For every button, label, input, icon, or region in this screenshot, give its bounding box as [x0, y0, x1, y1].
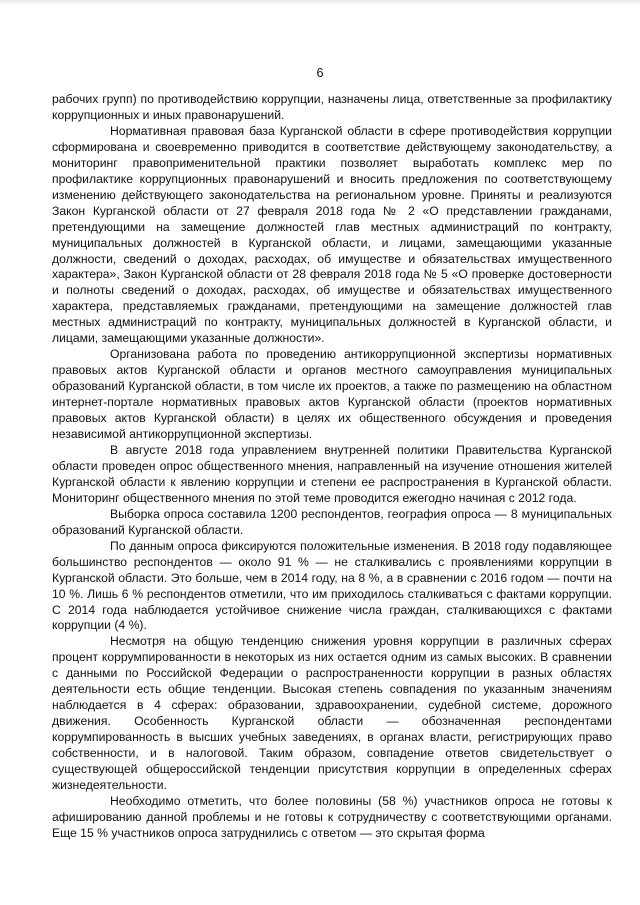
- paragraph-8: Необходимо отметить, что более половины (58 %) участников опроса не готовы к афишированию данной проблемы и не готовы к сотрудничеству с соответствующими органами. Еще 15 % участников опроса затруднились с ответом — это скрытая форма: [52, 793, 612, 840]
- paragraph-6: По данным опроса фиксируются положительные изменения. В 2018 году подавляющее большинство респондентов — около 91 % — не сталкивались с проявлениями коррупции в Курганской области. Это больше, чем в 2014 году, на 8 %, а в сравнении с 2016 годом — почти на 10 %. Лишь 6 % респондентов отметили, что им приходилось сталкиваться с фактами коррупции. С 2014 года наблюдается устойчивое снижение числа граждан, сталкивающихся с фактами коррупции (4 %).: [52, 538, 612, 633]
- scan-edge: [0, 0, 640, 6]
- page-number: 6: [316, 66, 324, 80]
- paragraph-5: Выборка опроса составила 1200 респондентов, география опроса — 8 муниципальных образований Курганской области.: [52, 506, 612, 537]
- paragraph-3: Организована работа по проведению антикоррупционной экспертизы нормативных правовых актов Курганской области и органов местного самоуправления муниципальных образований Курганской области, в том числе их проектов, а также по размещению на областном интернет-портале нормативных правовых актов Курганской области (проектов нормативных правовых актов Курганской области) в целях их общественного обсуждения и проведения независимой антикоррупционной экспертизы.: [52, 347, 612, 442]
- paragraph-1: рабочих групп) по противодействию коррупции, назначены лица, ответственные за профилактику коррупционных и иных правонарушений.: [52, 92, 612, 122]
- paragraph-7: Несмотря на общую тенденцию снижения уровня коррупции в различных сферах процент коррумпированности в некоторых из них остается одним из самых высоких. В сравнении с данными по Российской Федерации о распространенности коррупции в разных областях деятельности есть общие тенденции. Высокая степень совпадения по указанным значениям наблюдается в 4 сферах: образовании, здравоохранении, судебной системе, дорожного движения. Особенность Курганской области — обозначенная респондентами коррумпированность в высших учебных заведениях, в органах власти, регистрирующих право собственности, и в налоговой. Таким образом, совпадение ответов свидетельствует о существующей общероссийской тенденции присутствия коррупции в определенных сферах жизнедеятельности.: [52, 634, 612, 792]
- paragraph-2: Нормативная правовая база Курганской области в сфере противодействия коррупции сформирована и своевременно приводится в соответствие действующему законодательству, а мониторинг правоприменительной практики позволяет выработать комплекс мер по профилактике коррупционных правонарушений и вносить предложения по соответствующему изменению действующего законодательства на региональном уровне. Приняты и реализуются Закон Курганской области от 27 февраля 2018 года № 2 «О представлении гражданами, претендующими на замещение должностей глав местных администраций по контракту, муниципальных должностей в Курганской области, и лицами, замещающими указанные должности, сведений о доходах, расходах, об имуществе и обязательствах имущественного характера», Закон Курганской области от 28 февраля 2018 года № 5 «О проверке достоверности и полноты сведений о доходах, расходах, об имуществе и обязательствах имущественного характера, представляемых гражданами, претендующими на замещение должностей глав местных администраций по контракту, муниципальных должностей в Курганской области, и лицами, замещающими указанные должности».: [52, 123, 612, 346]
- body-text: [52, 92, 612, 842]
- paragraph-4: В августе 2018 года управлением внутренней политики Правительства Курганской области проведен опрос общественного мнения, направленный на изучение отношения жителей Курганской области к явлению коррупции и степени ее распространения в Курганской области. Мониторинг общественного мнения по этой теме проводится ежегодно начиная с 2012 года.: [52, 442, 612, 505]
